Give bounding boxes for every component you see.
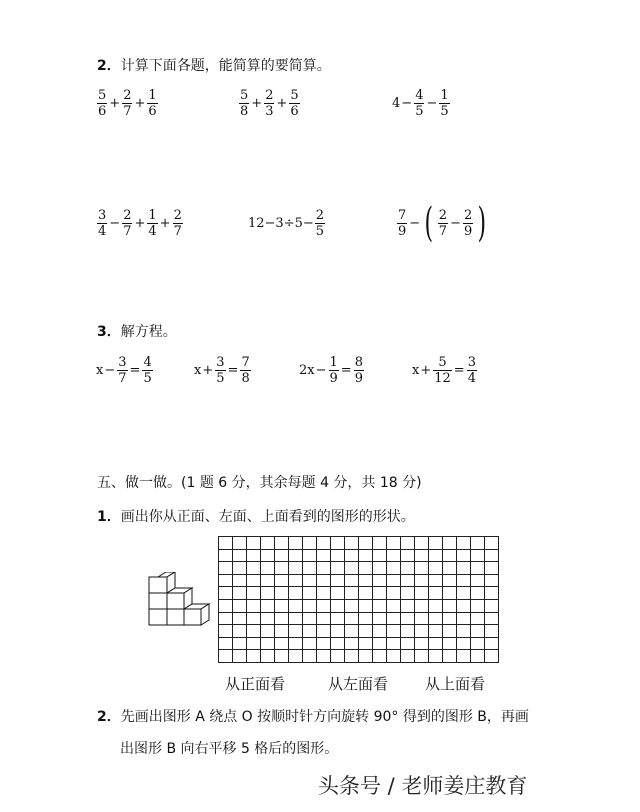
question-number: 2．: [97, 709, 121, 725]
section-5-q1-heading: [97, 506, 415, 526]
grid-cell[interactable]: [415, 650, 429, 663]
grid-cell[interactable]: [443, 587, 457, 600]
grid-cell[interactable]: [401, 638, 415, 651]
grid-cell[interactable]: [289, 638, 303, 651]
grid-cell[interactable]: [415, 562, 429, 575]
grid-cell[interactable]: [345, 600, 359, 613]
fraction: $\frac{3}{7}$: [118, 355, 127, 386]
grid-cell[interactable]: [485, 537, 499, 550]
fraction: $\frac{1}{5}$: [440, 88, 449, 119]
equation-4: [412, 355, 478, 386]
grid-cell[interactable]: [233, 575, 247, 588]
grid-cell[interactable]: [443, 625, 457, 638]
fraction: $\frac{2}{7}$: [438, 207, 448, 239]
grid-cell[interactable]: [415, 600, 429, 613]
equals: =: [129, 363, 141, 378]
grid-cell[interactable]: [289, 550, 303, 563]
operator: −: [401, 96, 413, 111]
grid-cell[interactable]: [485, 600, 499, 613]
grid-cell[interactable]: [345, 625, 359, 638]
grid-cell[interactable]: [261, 550, 275, 563]
grid-cell[interactable]: [261, 638, 275, 651]
grid-cell[interactable]: [247, 537, 261, 550]
equation-3: [299, 355, 365, 386]
right-bracket: ): [477, 200, 487, 246]
grid-cell[interactable]: [261, 650, 275, 663]
grid-cell[interactable]: [387, 650, 401, 663]
grid-cell[interactable]: [247, 600, 261, 613]
grid-cell[interactable]: [373, 575, 387, 588]
grid-cell[interactable]: [303, 638, 317, 651]
operator: −: [450, 215, 461, 231]
expression-2-2: [238, 88, 301, 119]
operator: −: [109, 216, 121, 231]
grid-cell[interactable]: [471, 638, 485, 651]
grid-cell[interactable]: [331, 537, 345, 550]
grid-cell[interactable]: [219, 650, 233, 663]
grid-cell[interactable]: [247, 638, 261, 651]
grid-cell[interactable]: [457, 562, 471, 575]
grid-cell[interactable]: [429, 537, 443, 550]
operator: +: [159, 216, 171, 231]
grid-cell[interactable]: [359, 575, 373, 588]
question-text: 先画出图形 A 绕点 O 按顺时针方向旋转 90° 得到的图形 B，再画: [120, 709, 529, 725]
grid-cell[interactable]: [303, 625, 317, 638]
question-number: 3．: [97, 324, 121, 340]
fraction: $\frac{7}{9}$: [398, 207, 407, 239]
grid-cell[interactable]: [471, 600, 485, 613]
watermark: 头条号 / 老师姜庄教育: [318, 774, 528, 798]
grid-cell[interactable]: [485, 575, 499, 588]
expression-2-3: [392, 88, 451, 119]
grid-cell[interactable]: [275, 587, 289, 600]
cube-front-face: [149, 593, 167, 609]
question-text: 计算下面各题，能简算的要简算。: [120, 58, 331, 74]
grid-cell[interactable]: [373, 638, 387, 651]
grid-cell[interactable]: [275, 600, 289, 613]
grid-cell[interactable]: [443, 600, 457, 613]
grid-cell[interactable]: [471, 537, 485, 550]
cube-front-face: [149, 577, 167, 593]
operator: −: [426, 96, 438, 111]
grid-cell[interactable]: [247, 613, 261, 626]
grid-cell[interactable]: [359, 537, 373, 550]
fraction: $\frac{1}{4}$: [148, 208, 157, 239]
operator: −: [409, 215, 421, 231]
grid-cell[interactable]: [471, 562, 485, 575]
caption-front-view: 从正面看: [225, 675, 286, 693]
grid-cell[interactable]: [247, 550, 261, 563]
grid-cell[interactable]: [275, 575, 289, 588]
grid-cell[interactable]: [261, 562, 275, 575]
section-3-heading: [97, 321, 177, 341]
section-5-q2-line1: [97, 706, 529, 726]
grid-cell[interactable]: [415, 575, 429, 588]
grid-cell[interactable]: [317, 638, 331, 651]
grid-cell[interactable]: [485, 650, 499, 663]
operator: −: [315, 363, 327, 378]
cube-front-face: [184, 609, 201, 625]
grid-cell[interactable]: [485, 550, 499, 563]
grid-cell[interactable]: [401, 613, 415, 626]
grid-cell[interactable]: [317, 587, 331, 600]
grid-cell[interactable]: [317, 562, 331, 575]
grid-cell[interactable]: [219, 550, 233, 563]
grid-cell[interactable]: [443, 638, 457, 651]
grid-cell[interactable]: [387, 638, 401, 651]
grid-cell[interactable]: [233, 650, 247, 663]
grid-cell[interactable]: [289, 625, 303, 638]
grid-cell[interactable]: [443, 613, 457, 626]
grid-cell[interactable]: [261, 587, 275, 600]
grid-cell[interactable]: [359, 550, 373, 563]
question-text: 画出你从正面、左面、上面看到的图形的形状。: [120, 509, 415, 525]
grid-cell[interactable]: [275, 638, 289, 651]
grid-cell[interactable]: [429, 575, 443, 588]
operator: +: [251, 96, 263, 111]
grid-cell[interactable]: [415, 613, 429, 626]
question-number: 1．: [97, 509, 121, 525]
grid-cell[interactable]: [457, 650, 471, 663]
fraction: $\frac{5}{12}$: [434, 355, 451, 386]
grid-cell[interactable]: [289, 613, 303, 626]
grid-cell[interactable]: [247, 575, 261, 588]
grid-cell[interactable]: [443, 575, 457, 588]
variable: 2x: [299, 363, 315, 378]
equation-2: [194, 355, 252, 386]
operator: +: [109, 96, 121, 111]
grid-cell[interactable]: [359, 625, 373, 638]
cube-front-face: [167, 609, 184, 625]
grid-cell[interactable]: [471, 587, 485, 600]
grid-cell[interactable]: [303, 575, 317, 588]
leading-terms: 12−3÷5−: [248, 216, 314, 231]
grid-cell[interactable]: [359, 638, 373, 651]
grid-cell[interactable]: [261, 537, 275, 550]
grid-cell[interactable]: [261, 613, 275, 626]
grid-cell[interactable]: [429, 625, 443, 638]
grid-cell[interactable]: [359, 613, 373, 626]
equals: =: [227, 363, 239, 378]
grid-cell[interactable]: [359, 562, 373, 575]
grid-cell[interactable]: [401, 575, 415, 588]
fraction: $\frac{2}{3}$: [265, 88, 274, 119]
fraction: $\frac{1}{6}$: [148, 88, 157, 119]
grid-cell[interactable]: [373, 650, 387, 663]
left-bracket: (: [424, 200, 434, 246]
grid-cell[interactable]: [233, 638, 247, 651]
grid-cell[interactable]: [457, 550, 471, 563]
grid-cell[interactable]: [233, 562, 247, 575]
grid-cell[interactable]: [219, 625, 233, 638]
grid-cell[interactable]: [233, 600, 247, 613]
grid-cell[interactable]: [401, 587, 415, 600]
grid-cell[interactable]: [275, 550, 289, 563]
grid-cell[interactable]: [345, 537, 359, 550]
grid-cell[interactable]: [345, 562, 359, 575]
grid-cell[interactable]: [233, 537, 247, 550]
grid-cell[interactable]: [317, 575, 331, 588]
grid-cell[interactable]: [373, 613, 387, 626]
grid-cell[interactable]: [289, 600, 303, 613]
grid-cell[interactable]: [317, 600, 331, 613]
grid-cell[interactable]: [457, 600, 471, 613]
fraction: $\frac{3}{4}$: [467, 355, 476, 386]
grid-cell[interactable]: [485, 638, 499, 651]
equation-1: [96, 355, 154, 386]
grid-cell[interactable]: [289, 562, 303, 575]
grid-cell[interactable]: [345, 575, 359, 588]
expression-2-1: [96, 88, 159, 119]
grid-cell[interactable]: [289, 575, 303, 588]
grid-cell[interactable]: [429, 562, 443, 575]
grid-cell[interactable]: [457, 575, 471, 588]
fraction: $\frac{3}{4}$: [98, 208, 107, 239]
grid-cell[interactable]: [443, 550, 457, 563]
grid-cell[interactable]: [303, 613, 317, 626]
fraction: $\frac{5}{8}$: [240, 88, 249, 119]
grid-cell[interactable]: [471, 650, 485, 663]
grid-cell[interactable]: [331, 575, 345, 588]
grid-cell[interactable]: [317, 550, 331, 563]
grid-cell[interactable]: [485, 613, 499, 626]
grid-cell[interactable]: [373, 550, 387, 563]
grid-cell[interactable]: [289, 587, 303, 600]
grid-cell[interactable]: [317, 537, 331, 550]
grid-cell[interactable]: [303, 562, 317, 575]
grid-cell[interactable]: [429, 587, 443, 600]
question-number: 2．: [97, 58, 121, 74]
grid-cell[interactable]: [345, 550, 359, 563]
grid-cell[interactable]: [331, 650, 345, 663]
fraction: $\frac{3}{5}$: [216, 355, 225, 386]
operator: +: [134, 216, 146, 231]
grid-cell[interactable]: [485, 562, 499, 575]
grid-cell[interactable]: [387, 562, 401, 575]
grid-cell[interactable]: [275, 650, 289, 663]
fraction: $\frac{4}{5}$: [415, 88, 424, 119]
equals: =: [340, 363, 352, 378]
fraction: $\frac{2}{5}$: [315, 208, 325, 239]
grid-cell[interactable]: [331, 550, 345, 563]
equals: =: [453, 363, 465, 378]
grid-cell[interactable]: [331, 600, 345, 613]
operator: +: [134, 96, 146, 111]
grid-cell[interactable]: [443, 537, 457, 550]
grid-cell[interactable]: [415, 537, 429, 550]
grid-cell[interactable]: [471, 613, 485, 626]
grid-cell[interactable]: [457, 537, 471, 550]
grid-cell[interactable]: [387, 575, 401, 588]
grid-cell[interactable]: [387, 550, 401, 563]
grid-cell[interactable]: [485, 587, 499, 600]
grid-cell[interactable]: [303, 600, 317, 613]
grid-cell[interactable]: [247, 562, 261, 575]
grid-cell[interactable]: [219, 587, 233, 600]
grid-cell[interactable]: [275, 562, 289, 575]
fraction: $\frac{1}{9}$: [329, 355, 338, 386]
grid-cell[interactable]: [457, 638, 471, 651]
expression-2-6: [396, 200, 490, 246]
expression-2-5: [248, 208, 326, 239]
grid-cell[interactable]: [317, 625, 331, 638]
grid-cell[interactable]: [345, 638, 359, 651]
grid-cell[interactable]: [415, 625, 429, 638]
grid-cell[interactable]: [387, 600, 401, 613]
grid-cell[interactable]: [345, 650, 359, 663]
grid-cell[interactable]: [219, 613, 233, 626]
grid-cell[interactable]: [457, 587, 471, 600]
question-text: 解方程。: [120, 324, 177, 340]
fraction: $\frac{2}{7}$: [123, 88, 132, 119]
grid-cell[interactable]: [471, 550, 485, 563]
grid-cell[interactable]: [415, 587, 429, 600]
grid-cell[interactable]: [429, 600, 443, 613]
grid-cell[interactable]: [331, 625, 345, 638]
grid-cell[interactable]: [331, 613, 345, 626]
fraction: $\frac{5}{6}$: [98, 88, 107, 119]
grid-cell[interactable]: [345, 613, 359, 626]
grid-cell[interactable]: [415, 638, 429, 651]
grid-cell[interactable]: [261, 600, 275, 613]
grid-cell[interactable]: [247, 587, 261, 600]
operator: +: [276, 96, 288, 111]
grid-cell[interactable]: [303, 550, 317, 563]
grid-cell[interactable]: [233, 550, 247, 563]
grid-cell[interactable]: [429, 613, 443, 626]
fraction: $\frac{2}{9}$: [463, 207, 473, 239]
drawing-grid[interactable]: [218, 536, 499, 663]
grid-cell[interactable]: [219, 638, 233, 651]
grid-cell[interactable]: [247, 625, 261, 638]
grid-cell[interactable]: [261, 575, 275, 588]
grid-cell[interactable]: [303, 587, 317, 600]
caption-left-view: 从左面看: [328, 675, 389, 693]
grid-cell[interactable]: [317, 650, 331, 663]
grid-cell[interactable]: [233, 613, 247, 626]
grid-cell[interactable]: [247, 650, 261, 663]
grid-cell[interactable]: [401, 625, 415, 638]
grid-cell[interactable]: [443, 562, 457, 575]
grid-cell[interactable]: [485, 625, 499, 638]
fraction: $\frac{2}{7}$: [173, 208, 182, 239]
fraction: $\frac{4}{5}$: [143, 355, 152, 386]
grid-cell[interactable]: [233, 587, 247, 600]
grid-cell[interactable]: [275, 613, 289, 626]
grid-cell[interactable]: [345, 587, 359, 600]
section-2-heading: [97, 55, 331, 75]
variable: x: [194, 363, 202, 378]
grid-cell[interactable]: [401, 537, 415, 550]
grid-cell[interactable]: [387, 537, 401, 550]
grid-cell[interactable]: [219, 562, 233, 575]
grid-cell[interactable]: [373, 600, 387, 613]
grid-cell[interactable]: [359, 650, 373, 663]
grid-cell[interactable]: [429, 650, 443, 663]
grid-cell[interactable]: [303, 650, 317, 663]
expression-2-4: [96, 208, 184, 239]
operator: +: [202, 363, 214, 378]
grid-cell[interactable]: [303, 537, 317, 550]
cube-front-face: [149, 609, 167, 625]
grid-cell[interactable]: [331, 638, 345, 651]
grid-cell[interactable]: [401, 562, 415, 575]
fraction: $\frac{8}{9}$: [354, 355, 363, 386]
integer: 4: [392, 96, 401, 111]
section-5-title: 五、做一做。(1 题 6 分，其余每题 4 分，共 18 分): [97, 475, 422, 491]
grid-cell[interactable]: [457, 625, 471, 638]
grid-cell[interactable]: [401, 550, 415, 563]
grid-cell[interactable]: [429, 638, 443, 651]
operator: −: [104, 363, 116, 378]
grid-cell[interactable]: [373, 537, 387, 550]
grid-cell[interactable]: [317, 613, 331, 626]
grid-cell[interactable]: [289, 650, 303, 663]
grid-cell[interactable]: [387, 613, 401, 626]
grid-cell[interactable]: [387, 587, 401, 600]
grid-cell[interactable]: [359, 587, 373, 600]
grid-cell[interactable]: [401, 600, 415, 613]
grid-cell[interactable]: [415, 550, 429, 563]
grid-cell[interactable]: [289, 537, 303, 550]
grid-cell[interactable]: [429, 550, 443, 563]
fraction: $\frac{5}{6}$: [290, 88, 299, 119]
grid-cell[interactable]: [233, 625, 247, 638]
grid-cell[interactable]: [219, 600, 233, 613]
grid-cell[interactable]: [373, 562, 387, 575]
grid-cell[interactable]: [373, 625, 387, 638]
grid-cell[interactable]: [387, 625, 401, 638]
fraction: $\frac{2}{7}$: [123, 208, 132, 239]
grid-cell[interactable]: [261, 625, 275, 638]
operator: +: [420, 363, 432, 378]
grid-cell[interactable]: [359, 600, 373, 613]
variable: x: [96, 363, 104, 378]
grid-cell[interactable]: [401, 650, 415, 663]
cube-stack-figure: [138, 572, 212, 634]
grid-cell[interactable]: [443, 650, 457, 663]
grid-cell[interactable]: [219, 575, 233, 588]
grid-cell[interactable]: [457, 613, 471, 626]
grid-cell[interactable]: [275, 625, 289, 638]
grid-cell[interactable]: [275, 537, 289, 550]
grid-cell[interactable]: [331, 587, 345, 600]
section-5-q2-line2: 出图形 B 向右平移 5 格后的图形。: [120, 741, 339, 757]
fraction: $\frac{7}{8}$: [241, 355, 250, 386]
grid-cell[interactable]: [471, 625, 485, 638]
cube-front-face: [167, 593, 184, 609]
grid-cell[interactable]: [219, 537, 233, 550]
variable: x: [412, 363, 420, 378]
grid-cell[interactable]: [471, 575, 485, 588]
caption-top-view: 从上面看: [425, 675, 486, 693]
grid-cell[interactable]: [373, 587, 387, 600]
grid-cell[interactable]: [331, 562, 345, 575]
